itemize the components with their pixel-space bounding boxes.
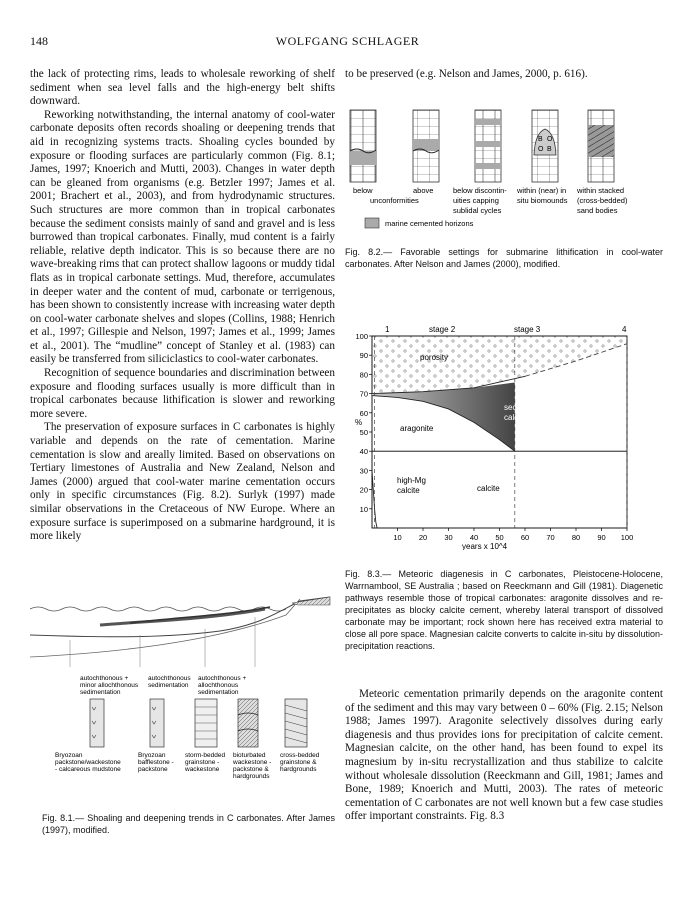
x-tick-label: 70: [546, 533, 555, 542]
x-tick-label: 20: [418, 533, 428, 542]
label-discontinuities-2: uities capping: [453, 196, 499, 205]
y-tick-label: 70: [359, 389, 368, 399]
bottom-label: Bryozoan: [138, 752, 166, 759]
left-para-3: Recognition of sequence boundaries and discrimination between exposure and flooding surfaces usually is more difficult than in tropical carbonates because lithification is slower and reworking more severe.: [30, 367, 335, 420]
x-tick-label: 60: [520, 533, 530, 542]
top-label: autochthonous +: [198, 675, 247, 682]
legend-label: marine cemented horizons: [385, 219, 474, 228]
running-head: WOLFGANG SCHLAGER: [275, 34, 420, 48]
stage-label-3: stage 3: [514, 325, 541, 334]
top-label: sedimentation: [80, 689, 121, 696]
x-tick-label: 40: [469, 533, 479, 542]
label-unconformities: unconformities: [370, 196, 419, 205]
label-sand-2: (cross-bedded): [577, 196, 628, 205]
y-tick-label: 20: [359, 485, 368, 495]
y-tick-label: 10: [359, 504, 368, 514]
y-tick-label: 90: [359, 351, 368, 361]
bottom-label: bioturbated: [233, 752, 266, 759]
y-tick-label: 30: [359, 466, 368, 476]
label-above: above: [413, 186, 434, 195]
y-tick-label: 40: [359, 447, 368, 457]
fig82-labels: [353, 186, 628, 215]
bottom-label: grainstone -: [185, 759, 220, 766]
fig81-columns: [90, 699, 307, 747]
bottom-label: bafflestone -: [138, 759, 174, 766]
x-tick-label: 90: [597, 533, 606, 542]
fig83-caption: Fig. 8.3.— Meteoric diagenesis in C carbonates, Pleistocene-Holocene, Warrnambool, SE Australia ; based on Reeckmann and Gill (1981). Diagenetic pathways resemble those of tropical carbonates: aragonite dissolves and re-precipitates as blocky calcite cement, whereby lateral transport of dissolved carbonate may be important; rock shown here has received extra material to close all pore space. Magnesian calcite converts to calcite in-situ by dissolution-precipitation reactions.: [345, 569, 663, 651]
top-label: sedimentation: [148, 682, 189, 689]
stage-label-4: 4: [622, 325, 627, 334]
label-discontinuities-3: sublidal cycles: [453, 206, 502, 215]
bottom-label: wackestone: [185, 766, 220, 773]
page-header: [0, 34, 695, 50]
bo-letter: B: [547, 146, 552, 153]
bottom-label: grainstone &: [280, 759, 317, 766]
column-biomounds: [532, 110, 558, 182]
label-sand-3: sand bodies: [577, 206, 618, 215]
bottom-label: cross-bedded: [280, 752, 320, 759]
figure-8-2: [345, 95, 655, 235]
column-below: [350, 110, 376, 182]
bottom-label: wackestone -: [233, 759, 272, 766]
label-discontinuities-1: below discontin-: [453, 186, 507, 195]
y-axis-label: %: [355, 418, 363, 427]
bottom-label: packstone &: [233, 766, 269, 773]
figure-8-1: [30, 595, 340, 810]
label-calcite: calcite: [477, 484, 500, 493]
top-label: autochthonous: [148, 675, 191, 682]
stage-label-2: stage 2: [429, 325, 456, 334]
x-tick-label: 50: [495, 533, 504, 542]
bo-letter: B: [538, 136, 543, 143]
right-continuation: to be preserved (e.g. Nelson and James, 2000, p. 616).: [345, 68, 588, 80]
label-secondary-1: secondary: [504, 403, 541, 412]
label-secondary-2: calcite: [504, 413, 527, 422]
column-discontinuities: [475, 110, 501, 182]
fig82-caption: Fig. 8.2.— Favorable settings for submarine lithification in cool-water carbonates. After Nelson and James (2000), modified.: [345, 247, 663, 269]
x-axis-label: years x 10^4: [462, 542, 508, 550]
label-highmg-2: calcite: [397, 486, 420, 495]
label-porosity: porosity: [420, 353, 449, 362]
fig83-dynamic-layer: [355, 332, 633, 542]
label-biomounds-1: within (near) in: [517, 186, 567, 195]
stage-label-1: 1: [385, 325, 390, 334]
label-sand-1: within stacked: [577, 186, 625, 195]
bottom-label: hardgrounds: [280, 766, 317, 773]
fig81-bottom-labels: [55, 752, 320, 780]
x-tick-label: 80: [571, 533, 581, 542]
bottom-label: packstone/wackestone: [55, 759, 121, 766]
bottom-label: storm-bedded: [185, 752, 226, 759]
label-aragonite: aragonite: [400, 424, 434, 433]
bottom-label: - calcareous mudstone: [55, 766, 121, 773]
right-body-paragraph: Meteoric cementation primarily depends on the aragonite content of the sediment and this may vary between 0 – 60% (Fig. 2.15; Nelson 1988; James 1997). Aragonite selectively dissolves during early diagenesis and thus provides ions for precipitation of calcite cement. Magnesian calcite, on the other hand, has been found to expel its magnesium by in-situ recrystallization and thus stabilize to calcite without wholesale dissolution (Reeckmann and Gill, 1981; James and Bone, 1989; Knoerich and Mutti, 2003). The rates of meteoric cementation of C carbonates are not well known but a few case studies offer important constraints. Fig. 8.3: [345, 688, 663, 823]
x-tick-label: 10: [393, 533, 402, 542]
page-number: 148: [30, 34, 48, 48]
column-above: [413, 110, 439, 182]
label-below: below: [353, 186, 373, 195]
y-tick-label: 50: [359, 428, 368, 437]
column-sand-bodies: [588, 110, 614, 182]
left-para-2: Reworking notwithstanding, the internal anatomy of cool-water carbonate deposits often records shoaling or deepening trends that aid in recognizing systems tracts. Shoaling cycles bounded by exposure or flooding surfaces are particularly common (Fig. 8.1; James, 1997; Knoerich and Mutti, 2003). Changes in water depth can be gleaned from organisms (e.g. Betzler 1997; James et al. 2001; Brachert et al., 2003), and from hydrodynamic structures. Such structures are more common than in tropical carbonates because the sediment consists mainly of sand and gravel and is less burrowed than tropical carbonates. Finally, mud content is a fairly reliable, relative depth indicator. This is so because there are no wave-breaking rims that can protect shallow lagoons or muddy tidal flats as in tropical carbonate settings. Mud, therefore, accumulates in deeper water and the content of mud, carbonate or terrigenous, has been shown to consistently increase with increasing water depth on cool-water carbonate shelves and slopes (Collins, 1988; Henrich et al., 1997; Gillespie and Nelson, 1997; James et al., 1999; James et al., 2001). The “mudline” concept of Stanley et al. (1983) can easily be transferred from siliciclastics to cool-water carbonates.: [30, 108, 335, 366]
bo-letter: O: [538, 146, 544, 153]
bottom-label: hardgrounds: [233, 773, 270, 780]
top-label: sedimentation: [198, 689, 239, 696]
figure-8-3: [342, 318, 642, 550]
shelf-profile: [30, 597, 330, 667]
y-tick-label: 60: [359, 408, 368, 418]
top-label: allochthonous: [198, 682, 239, 689]
label-biomounds-2: situ biomounds: [517, 196, 568, 205]
fig81-caption: Fig. 8.1.— Shoaling and deepening trends in C carbonates. After James (1997), modified.: [42, 813, 335, 835]
y-tick-label: 80: [359, 370, 368, 380]
y-tick-label: 100: [355, 332, 368, 341]
top-label: autochthonous +: [80, 675, 129, 682]
bo-letter: O: [547, 136, 553, 143]
legend-swatch: [365, 218, 379, 228]
bottom-label: packstone: [138, 766, 168, 773]
fig81-top-labels: [80, 675, 246, 696]
left-para-1: the lack of protecting rims, leads to wholesale reworking of shelf sediment when sea level falls and the high-energy belt shifts downward.: [30, 68, 335, 108]
left-column: [30, 68, 335, 544]
bottom-label: Bryozoan: [55, 752, 83, 759]
top-label: minor allochthonous: [80, 682, 139, 689]
fig83-plot: [355, 325, 633, 550]
label-highmg-1: high-Mg: [397, 476, 426, 485]
left-para-4: The preservation of exposure surfaces in C carbonates is highly variable and depends on the rate of cementation. Marine cementation is slow and areally limited. Based on observations on Tertiary limestones of Australia and New Zealand, Nelson and James (2000) argued that cool-water marine cementation occurs only in specific circumstances (Fig. 8.2). Surlyk (1997) made similar observations in the Cretaceous of NW Europe. Where an exposure surface is superimposed on a submarine hardground, it is more likely: [30, 421, 335, 543]
x-tick-label: 100: [620, 533, 634, 542]
x-tick-label: 30: [444, 533, 453, 542]
